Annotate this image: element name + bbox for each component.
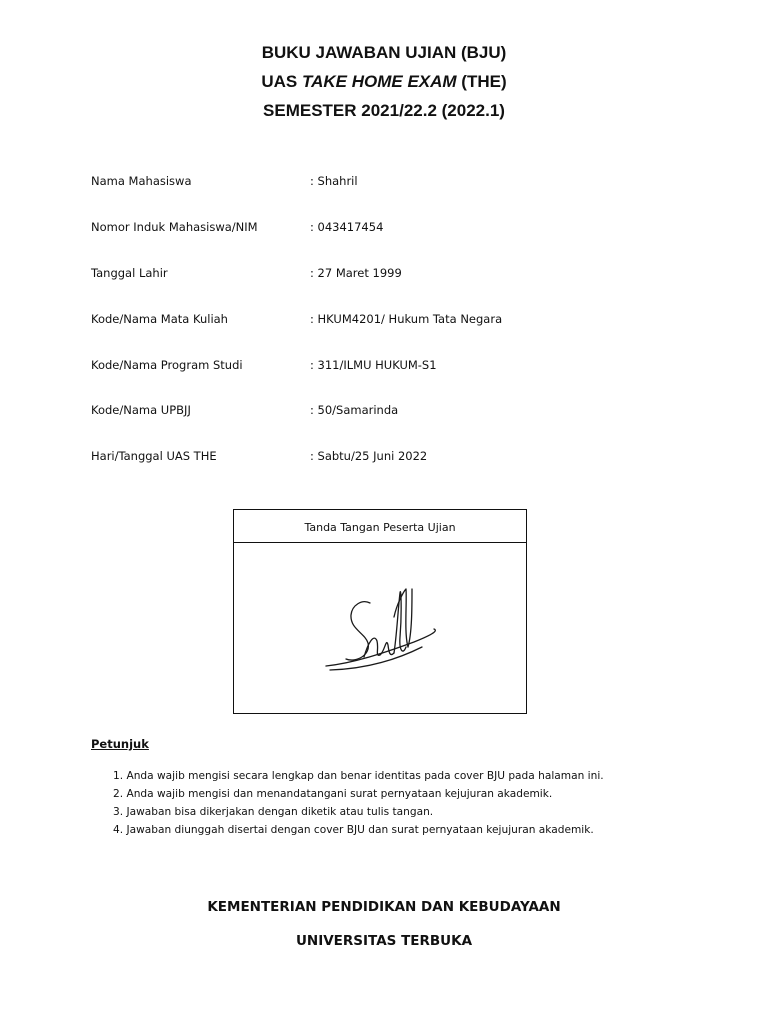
instructions-title: Petunjuk [91, 737, 149, 751]
identity-value: : 043417454 [310, 219, 384, 234]
signature-box-title: Tanda Tangan Peserta Ujian [234, 510, 526, 543]
identity-row-program [91, 358, 691, 404]
list-item: 2. Anda wajib mengisi dan menandatangani surat pernyataan kejujuran akademik. [113, 788, 553, 800]
header-semester: SEMESTER 2021/22.2 (2022.1) [263, 101, 505, 120]
list-item: 3. Jawaban bisa dikerjakan dengan diketik atau tulis tangan. [113, 806, 434, 818]
identity-row-birthdate [91, 266, 691, 312]
list-item: 1. Anda wajib mengisi secara lengkap dan benar identitas pada cover BJU pada halaman ini. [113, 770, 604, 782]
identity-label: Tanggal Lahir [91, 265, 168, 280]
identity-value: : HKUM4201/ Hukum Tata Negara [310, 311, 503, 326]
list-item: 4. Jawaban diunggah disertai dengan cover BJU dan surat pernyataan kejujuran akademik. [113, 824, 594, 836]
identity-label: Kode/Nama Mata Kuliah [91, 311, 228, 326]
identity-row-course [91, 312, 691, 358]
footer-university: UNIVERSITAS TERBUKA [295, 933, 473, 949]
signature-image [234, 543, 526, 713]
footer-ministry: KEMENTERIAN PENDIDIKAN DAN KEBUDAYAAN [207, 899, 561, 915]
identity-value: : 27 Maret 1999 [310, 265, 402, 280]
identity-label: Nomor Induk Mahasiswa/NIM [91, 219, 258, 234]
header-subtitle-prefix: UAS [261, 72, 302, 91]
identity-label: Nama Mahasiswa [91, 174, 192, 188]
identity-row-upbjj [91, 403, 691, 449]
header-subtitle-italic: TAKE HOME EXAM [302, 72, 457, 91]
identity-value: : Sabtu/25 Juni 2022 [310, 449, 428, 464]
signature-box [233, 509, 527, 714]
identity-row-nim [91, 220, 691, 266]
identity-label: Hari/Tanggal UAS THE [91, 449, 217, 464]
identity-section [91, 174, 691, 495]
instructions-list [113, 767, 604, 839]
identity-label: Kode/Nama UPBJJ [91, 403, 191, 418]
identity-value: : 311/ILMU HUKUM-S1 [310, 357, 437, 372]
header-subtitle-suffix: (THE) [456, 72, 507, 91]
identity-row-name [91, 174, 691, 220]
identity-row-exam-date [91, 449, 691, 495]
identity-value: : Shahril [310, 174, 358, 188]
identity-label: Kode/Nama Program Studi [91, 357, 243, 372]
header-subtitle [0, 67, 768, 96]
document-header [0, 38, 768, 125]
header-title: BUKU JAWABAN UJIAN (BJU) [261, 43, 507, 62]
identity-value: : 50/Samarinda [310, 403, 399, 418]
